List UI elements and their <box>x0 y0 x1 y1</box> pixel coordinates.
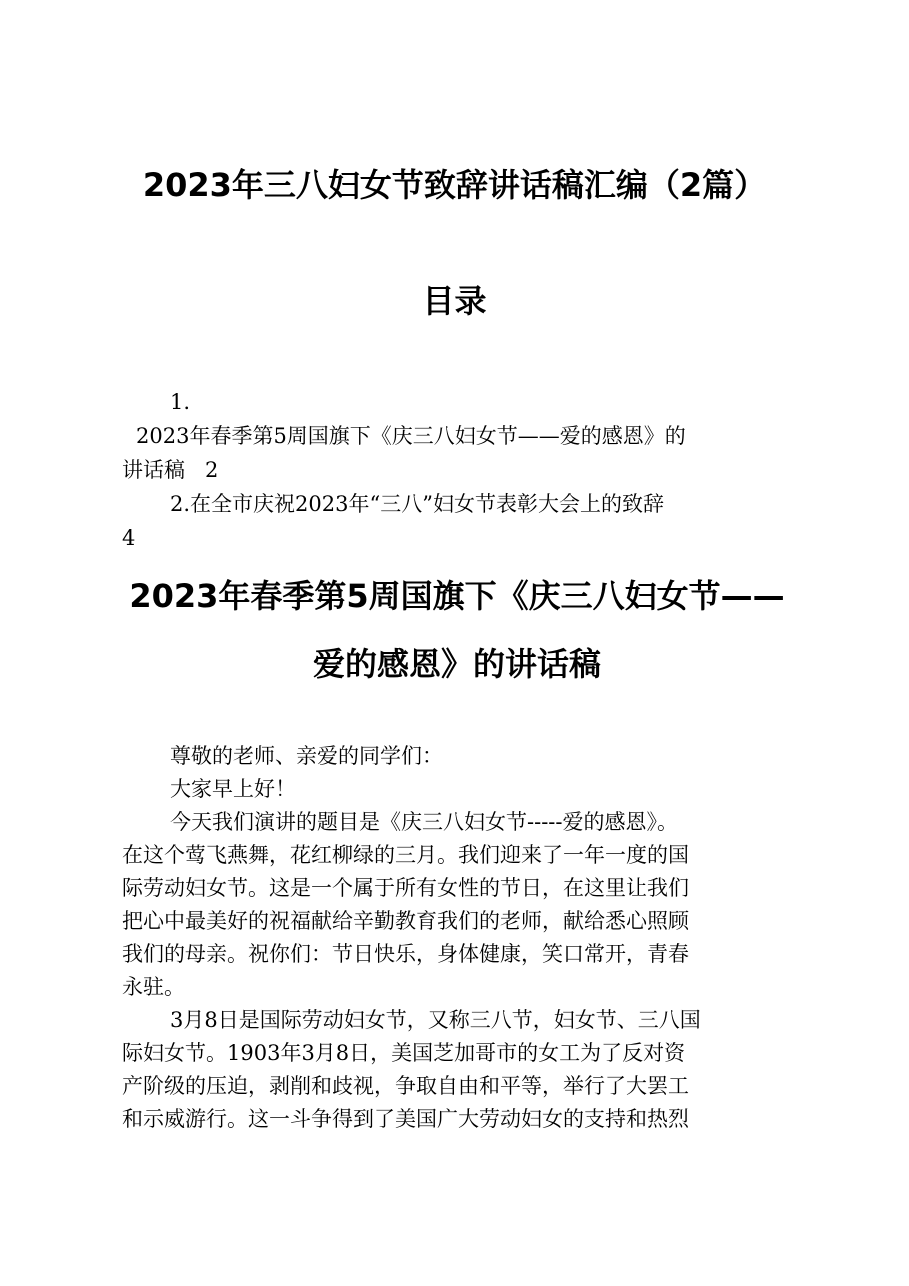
toc-line: 2023年春季第5周国旗下《庆三八妇女节——爱的感恩》的 <box>136 424 686 448</box>
toc-line: 1. <box>170 390 191 414</box>
table-of-contents <box>122 385 802 555</box>
toc-line: 讲话稿 2 <box>122 458 219 482</box>
body-line: 把心中最美好的祝福献给辛勤教育我们的老师，献给悉心照顾 <box>122 909 689 933</box>
body-line: 今天我们演讲的题目是《庆三八妇女节-----爱的感恩》。 <box>170 810 678 834</box>
speech-body <box>122 740 794 1136</box>
toc-heading: 目录 <box>422 282 487 320</box>
body-line: 永驻。 <box>122 975 185 999</box>
body-line: 际劳动妇女节。这是一个属于所有女性的节日，在这里让我们 <box>122 876 689 900</box>
body-line: 3月8日是国际劳动妇女节，又称三八节，妇女节、三八国 <box>170 1008 701 1032</box>
speech-title-line: 爱的感恩》的讲话稿 <box>312 645 601 683</box>
toc-line: 4 <box>122 526 136 550</box>
body-line: 和示威游行。这一斗争得到了美国广大劳动妇女的支持和热烈 <box>122 1107 689 1131</box>
body-line: 尊敬的老师、亲爱的同学们： <box>170 744 443 768</box>
body-line: 产阶级的压迫，剥削和歧视，争取自由和平等，举行了大罢工 <box>122 1074 689 1098</box>
speech-title-line: 2023年春季第5周国旗下《庆三八妇女节—— <box>129 577 785 615</box>
body-line: 大家早上好！ <box>170 777 296 801</box>
toc-line: 2.在全市庆祝2023年“三八”妇女节表彰大会上的致辞 <box>170 492 664 516</box>
speech-title <box>122 562 792 698</box>
body-line: 我们的母亲。祝你们：节日快乐，身体健康，笑口常开，青春 <box>122 942 689 966</box>
document-title: 2023年三八妇女节致辞讲话稿汇编（2篇） <box>142 166 767 204</box>
body-line: 在这个莺飞燕舞，花红柳绿的三月。我们迎来了一年一度的国 <box>122 843 689 867</box>
body-line: 际妇女节。1903年3月8日，美国芝加哥市的女工为了反对资 <box>122 1041 686 1065</box>
